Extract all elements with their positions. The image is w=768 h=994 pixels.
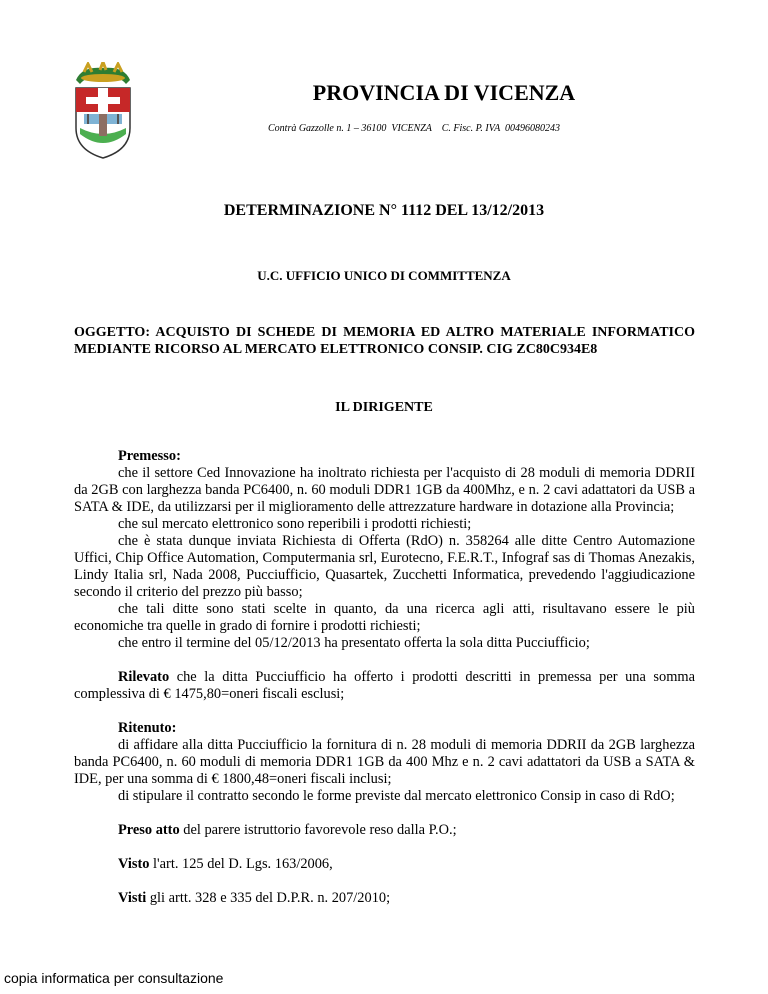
visti-text: gli artt. 328 e 335 del D.P.R. n. 207/2010; [146,890,391,906]
section-title: IL DIRIGENTE [335,400,433,415]
office-heading: U.C. UFFICIO UNICO DI COMMITTENZA [257,268,511,283]
preso-atto-paragraph [74,822,695,839]
footer-watermark: copia informatica per consultazione [4,970,224,986]
visti-paragraph [74,890,695,907]
ritenuto-item: di stipulare il contratto secondo le forme previste dal mercato elettronico Consip in caso di RdO; [118,788,675,804]
visto-paragraph [74,856,695,873]
premesso-item: che tali ditte sono stati scelte in quanto, da una ricerca agli atti, risultavano essere le più economiche tra quelle in grado di fornire i prodotti richiesti; [74,601,695,634]
premesso-item: che il settore Ced Innovazione ha inoltrato richiesta per l'acquisto di 28 moduli di memoria DDRII da 2GB con larghezza banda PC6400, n. 60 moduli DDR1 1GB da 400Mhz, e n. 2 cavi adattatori da USB a SATA & IDE, da utilizzarsi per il miglioramento delle attrezzature hardware in dotazione alla Provincia; [74,465,695,515]
visti-label: Visti [118,890,147,906]
preso-atto-label: Preso atto [118,822,180,838]
document-body [74,448,695,907]
address-line: Contrà Gazzolle n. 1 – 36100 VICENZA C. Fisc. P. IVA 00496080243 [268,123,561,134]
determination-heading: DETERMINAZIONE N° 1112 DEL 13/12/2013 [223,202,545,219]
premesso-item: che è stata dunque inviata Richiesta di Offerta (RdO) n. 358264 alle ditte Centro Automazione Uffici, Chip Office Automation, Computermania srl, Eurotecno, F.E.R.T., Infograf sas di Thomas Anezakis, Lindy Italia srl, Nada 2008, Pucciufficio, Quasartek, Zucchetti Informatica, prevedendo l'aggiudicazione secondo il criterio del prezzo più basso; [74,533,695,600]
premesso-item: che sul mercato elettronico sono reperibili i prodotti richiesti; [118,516,472,532]
rilevato-label: Rilevato [118,669,170,685]
premesso-label: Premesso: [118,448,181,464]
coat-of-arms-logo [70,62,136,160]
rilevato-text: che la ditta Pucciufficio ha offerto i prodotti descritti in premessa per una somma complessiva di € 1475,80=oneri fiscali esclusi; [74,669,695,702]
ritenuto-item: di affidare alla ditta Pucciufficio la fornitura di n. 28 moduli di memoria DDRII da 2GB larghezza banda PC6400, n. 60 moduli di memoria DDR1 1GB da 400 Mhz e n. 2 cavi adattatori da USB a SATA & IDE, per una somma di € 1800,48=oneri fiscali inclusi; [74,737,695,787]
premesso-item: che entro il termine del 05/12/2013 ha presentato offerta la sola ditta Pucciufficio; [118,635,590,651]
preso-atto-text: del parere istruttorio favorevole reso dalla P.O.; [179,822,457,838]
ritenuto-label: Ritenuto: [118,720,177,736]
page-title: PROVINCIA DI VICENZA [312,80,576,105]
rilevato-paragraph [74,669,695,703]
subject-paragraph: OGGETTO: ACQUISTO DI SCHEDE DI MEMORIA ED ALTRO MATERIALE INFORMATICO MEDIANTE RICORSO AL MERCATO ELETTRONICO CONSIP. CIG ZC80C934E8 [74,325,695,357]
visto-label: Visto [118,856,150,872]
visto-text: l'art. 125 del D. Lgs. 163/2006, [149,856,333,872]
